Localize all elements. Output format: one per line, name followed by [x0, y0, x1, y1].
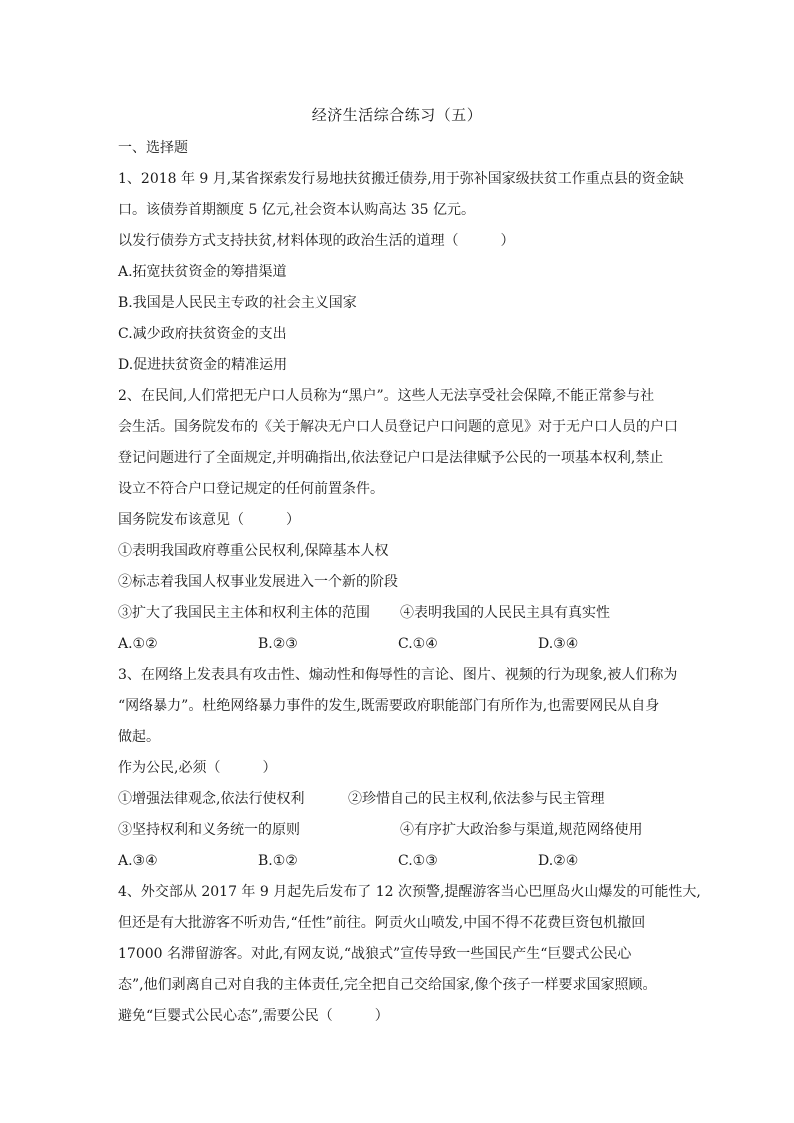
q1-stem-line-1: 1、2018 年 9 月,某省探索发行易地扶贫搬迁债券,用于弥补国家级扶贫工作重点县的资金缺: [118, 171, 684, 187]
q1-prompt: 以发行债券方式支持扶贫,材料体现的政治生活的道理（ ）: [118, 233, 515, 249]
q1-stem-line-2: 口。该债券首期额度 5 亿元,社会资本认购高达 35 亿元。: [118, 202, 475, 218]
q1-option-a: A.拓宽扶贫资金的筹措渠道: [118, 264, 287, 280]
q3-statement-2: ②珍惜自己的民主权利,依法参与民主管理: [348, 791, 605, 807]
q3-stem-line-2: “网络暴力”。杜绝网络暴力事件的发生,既需要政府职能部门有所作为,也需要网民从自身: [118, 698, 660, 714]
q2-option-c: C.①④: [398, 636, 438, 652]
q2-stem-line-3: 登记问题进行了全面规定,并明确指出,依法登记户口是法律赋予公民的一项基本权利,禁止: [118, 450, 664, 466]
q4-stem-line-3: 17000 名滞留游客。对此,有网友说,“战狼式”宣传导致一些国民产生“巨婴式公民心: [118, 946, 632, 962]
q2-statement-row: [118, 598, 688, 629]
q2-option-b: B.②③: [258, 636, 298, 652]
q2-statement-1: ①表明我国政府尊重公民权利,保障基本人权: [118, 543, 389, 559]
q2-statement-3: ③扩大了我国民主主体和权利主体的范围: [118, 605, 370, 621]
q2-stem-line-2: 会生活。国务院发布的《关于解决无户口人员登记户口问题的意见》对于无户口人员的户口: [118, 419, 678, 435]
q2-stem-line-4: 设立不符合户口登记规定的任何前置条件。: [118, 481, 384, 497]
q3-options-row: [118, 846, 688, 877]
q2-option-a: A.①②: [118, 636, 158, 652]
q4-stem-line-1: 4、外交部从 2017 年 9 月起先后发布了 12 次预警,提醒游客当心巴厘岛火山爆发的可能性大,: [118, 884, 701, 900]
document-body: [118, 133, 701, 1032]
q3-prompt: 作为公民,必须（ ）: [118, 760, 277, 776]
q2-options-row: [118, 629, 688, 660]
q3-statement-row-1: [118, 784, 688, 815]
page-title: 经济生活综合练习（五）: [311, 106, 483, 124]
q3-option-b: B.①②: [258, 853, 298, 869]
q2-statement-2: ②标志着我国人权事业发展进入一个新的阶段: [118, 574, 398, 590]
q2-statement-4: ④表明我国的人民民主具有真实性: [400, 605, 610, 621]
section-heading: 一、选择题: [118, 140, 188, 156]
q1-option-d: D.促进扶贫资金的精准运用: [118, 357, 288, 373]
q3-statement-row-2: [118, 815, 688, 846]
q3-statement-1: ①增强法律观念,依法行使权利: [118, 791, 305, 807]
q2-option-d: D.③④: [538, 636, 579, 652]
q3-stem-line-3: 做起。: [118, 729, 160, 745]
q3-statement-4: ④有序扩大政治参与渠道,规范网络使用: [400, 822, 643, 838]
q4-prompt: 避免“巨婴式公民心态”,需要公民（ ）: [118, 1008, 389, 1024]
q3-stem-line-1: 3、在网络上发表具有攻击性、煽动性和侮辱性的言论、图片、视频的行为现象,被人们称为: [118, 667, 678, 683]
q4-stem-line-2: 但还是有大批游客不听劝告,“任性”前往。阿贡火山喷发,中国不得不花费巨资包机撤回: [118, 915, 646, 931]
q3-option-d: D.②④: [538, 853, 579, 869]
q2-stem-line-1: 2、在民间,人们常把无户口人员称为“黑户”。这些人无法享受社会保障,不能正常参与社: [118, 388, 655, 404]
q4-stem-line-4: 态”,他们剥离自己对自我的主体责任,完全把自己交给国家,像个孩子一样要求国家照顾。: [118, 977, 657, 993]
q2-prompt: 国务院发布该意见（ ）: [118, 512, 300, 528]
q1-option-c: C.减少政府扶贫资金的支出: [118, 326, 287, 342]
q3-option-c: C.①③: [398, 853, 438, 869]
q3-statement-3: ③坚持权利和义务统一的原则: [118, 822, 300, 838]
q3-option-a: A.③④: [118, 853, 158, 869]
q1-option-b: B.我国是人民民主专政的社会主义国家: [118, 295, 357, 311]
